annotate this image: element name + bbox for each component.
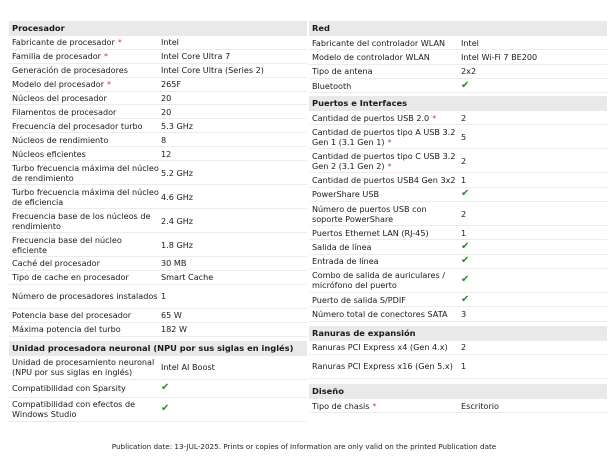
- spec-value: 5.3 GHz: [161, 120, 194, 131]
- spec-value: 2: [461, 208, 467, 219]
- spec-label: Entrada de línea: [312, 256, 379, 267]
- right-spec-column: [309, 21, 607, 413]
- spec-value: 2: [461, 155, 467, 166]
- spec-row: [309, 293, 607, 307]
- spec-label: Núcleos del procesador: [12, 93, 107, 103]
- spec-row: [9, 209, 307, 233]
- spec-label: Número total de conectores SATA: [312, 308, 448, 319]
- spec-value: 5.2 GHz: [161, 167, 194, 178]
- spec-value: 265F: [161, 79, 182, 90]
- spec-label: Ranuras PCI Express x16 (Gen 5.x): [312, 361, 453, 372]
- spec-value: 20: [161, 106, 172, 117]
- spec-label: Máxima potencia del turbo: [12, 324, 121, 335]
- spec-label: Fabricante del controlador WLAN: [312, 37, 446, 48]
- section-heading: Procesador: [9, 21, 307, 36]
- spec-row: [9, 380, 307, 398]
- spec-label: Potencia base del procesador: [12, 310, 132, 321]
- spec-row: [9, 147, 307, 161]
- spec-section-diseno: [309, 384, 607, 413]
- spec-label: Modelo de controlador WLAN: [312, 51, 430, 62]
- spec-row: [9, 133, 307, 147]
- spec-label: Cantidad de puertos tipo A USB 3.2 Gen 1 (3.1 Gen 1) *: [312, 126, 456, 147]
- spec-row: [309, 36, 607, 50]
- spec-value: 2: [461, 342, 467, 353]
- spec-label: Compatibilidad con efectos de Windows Studio: [12, 399, 136, 420]
- publication-footer: Publication date: 13-JUL-2025. Prints or copies of Information are only valid on the printed Publication date: [111, 442, 497, 451]
- spec-row: [9, 78, 307, 92]
- spec-label: Cantidad de puertos tipo C USB 3.2 Gen 2 (3.1 Gen 2) *: [312, 150, 456, 171]
- spec-label: Puertos Ethernet LAN (RJ-45): [312, 227, 429, 238]
- spec-value: Intel Core Ultra 7: [161, 51, 231, 62]
- spec-row: [9, 36, 307, 50]
- left-spec-column: [9, 21, 307, 422]
- spec-section-unidad-procesadora-neuronal-npu-por-sus-siglas-en-ingles: [9, 341, 307, 422]
- spec-label: Filamentos de procesador: [12, 106, 117, 117]
- spec-value: 1: [461, 227, 467, 238]
- section-heading: Ranuras de expansión: [309, 326, 607, 341]
- spec-label: Familia de procesador *: [12, 51, 109, 62]
- spec-value: Escritorio: [461, 400, 500, 411]
- spec-row: [9, 161, 307, 185]
- spec-row: [309, 255, 607, 269]
- spec-value: 1: [461, 361, 467, 372]
- checkmark-icon: ✔: [161, 403, 170, 415]
- spec-row: [309, 341, 607, 355]
- spec-section-puertos-e-interfaces: [309, 96, 607, 321]
- spec-value: 2.4 GHz: [161, 215, 194, 226]
- spec-label: Fabricante de procesador *: [12, 37, 122, 48]
- spec-label: Frecuencia base del núcleo eficiente: [12, 234, 122, 255]
- required-asterisk: *: [107, 79, 112, 90]
- spec-value: 2x2: [461, 66, 477, 77]
- spec-value: 4.6 GHz: [161, 191, 194, 202]
- required-asterisk: *: [387, 160, 392, 171]
- spec-row: [9, 323, 307, 337]
- spec-value: 182 W: [161, 324, 188, 335]
- spec-label: Compatibilidad con Sparsity: [12, 383, 126, 394]
- spec-row: [309, 65, 607, 79]
- spec-label: Caché del procesador: [12, 258, 100, 269]
- spec-value: 3: [461, 308, 467, 319]
- spec-value: Intel AI Boost: [161, 362, 215, 373]
- spec-row: [9, 185, 307, 209]
- spec-value: 1: [461, 175, 467, 186]
- spec-row: [9, 309, 307, 323]
- spec-value: Intel: [161, 37, 179, 48]
- checkmark-icon: ✔: [461, 79, 470, 91]
- spec-row: [309, 399, 607, 413]
- required-asterisk: *: [387, 136, 392, 147]
- spec-label: Puerto de salida S/PDIF: [312, 294, 406, 305]
- spec-row: [309, 79, 607, 93]
- spec-row: [9, 92, 307, 106]
- spec-label: Tipo de chasis *: [312, 400, 377, 411]
- spec-row: [309, 173, 607, 187]
- section-heading: Red: [309, 21, 607, 36]
- spec-label: Unidad de procesamiento neuronal (NPU por sus siglas en inglés): [12, 357, 155, 378]
- spec-label: Tipo de antena: [312, 66, 373, 77]
- spec-row: [9, 50, 307, 64]
- spec-value: 65 W: [161, 310, 182, 321]
- spec-row: [9, 398, 307, 422]
- spec-label: Cantidad de puertos USB 2.0 *: [312, 112, 437, 123]
- spec-label: Bluetooth: [312, 80, 352, 91]
- spec-row: [309, 269, 607, 293]
- spec-row: [309, 240, 607, 254]
- spec-row: [9, 271, 307, 285]
- section-heading: Puertos e Interfaces: [309, 96, 607, 111]
- spec-value: 1: [161, 291, 167, 302]
- spec-label: Cantidad de puertos USB4 Gen 3x2: [312, 175, 456, 186]
- checkmark-icon: ✔: [461, 274, 470, 286]
- spec-label: Frecuencia base de los núcleos de rendimiento: [12, 210, 151, 231]
- spec-row: [309, 307, 607, 321]
- spec-value: Intel Core Ultra (Series 2): [161, 65, 264, 76]
- spec-value: Intel: [461, 37, 479, 48]
- spec-value: 2: [461, 112, 467, 123]
- spec-value: Smart Cache: [161, 272, 214, 283]
- spec-value: 8: [161, 134, 167, 145]
- spec-label: Salida de línea: [312, 242, 372, 253]
- spec-label: Generación de procesadores: [12, 65, 128, 76]
- spec-label: Turbo frecuencia máxima del núcleo de eficiencia: [12, 186, 159, 207]
- checkmark-icon: ✔: [461, 188, 470, 200]
- spec-row: [9, 257, 307, 271]
- spec-row: [309, 50, 607, 64]
- required-asterisk: *: [372, 400, 377, 411]
- checkmark-icon: ✔: [461, 241, 470, 253]
- section-heading: Unidad procesadora neuronal (NPU por sus siglas en inglés): [9, 341, 307, 356]
- spec-value: 5: [461, 131, 467, 142]
- spec-row: [9, 119, 307, 133]
- section-heading: Diseño: [309, 384, 607, 399]
- spec-row: [309, 226, 607, 240]
- checkmark-icon: ✔: [461, 293, 470, 305]
- spec-label: Núcleos eficientes: [12, 148, 86, 159]
- spec-row: [309, 355, 607, 379]
- spec-section-procesador: [9, 21, 307, 337]
- spec-value: 12: [161, 148, 172, 159]
- spec-label: Número de procesadores instalados: [12, 291, 158, 302]
- checkmark-icon: ✔: [461, 255, 470, 267]
- spec-label: Ranuras PCI Express x4 (Gen 4.x): [312, 342, 448, 353]
- spec-value: Intel Wi-Fi 7 BE200: [461, 51, 538, 62]
- spec-label: Frecuencia del procesador turbo: [12, 120, 143, 131]
- spec-row: [309, 202, 607, 226]
- spec-row: [9, 285, 307, 309]
- required-asterisk: *: [104, 51, 109, 62]
- spec-label: Modelo del procesador *: [12, 79, 112, 90]
- spec-row: [9, 356, 307, 380]
- spec-row: [309, 149, 607, 173]
- spec-value: 20: [161, 93, 172, 103]
- checkmark-icon: ✔: [161, 382, 170, 394]
- spec-section-red: [309, 21, 607, 93]
- spec-label: Número de puertos USB con soporte PowerShare: [312, 203, 427, 224]
- spec-row: [309, 188, 607, 202]
- spec-label: PowerShare USB: [312, 189, 380, 200]
- spec-label: Combo de salida de auriculares / micrófono del puerto: [312, 270, 445, 291]
- spec-row: [309, 111, 607, 125]
- spec-row: [9, 233, 307, 257]
- spec-row: [9, 105, 307, 119]
- required-asterisk: *: [117, 37, 122, 48]
- spec-label: Tipo de cache en procesador: [12, 272, 129, 283]
- spec-value: 1.8 GHz: [161, 239, 194, 250]
- spec-label: Núcleos de rendimiento: [12, 134, 109, 145]
- required-asterisk: *: [432, 112, 437, 123]
- spec-section-ranuras-de-expansion: [309, 326, 607, 379]
- spec-row: [309, 125, 607, 149]
- spec-value: 30 MB: [161, 258, 187, 269]
- spec-label: Turbo frecuencia máxima del núcleo de rendimiento: [12, 162, 159, 183]
- spec-row: [9, 64, 307, 78]
